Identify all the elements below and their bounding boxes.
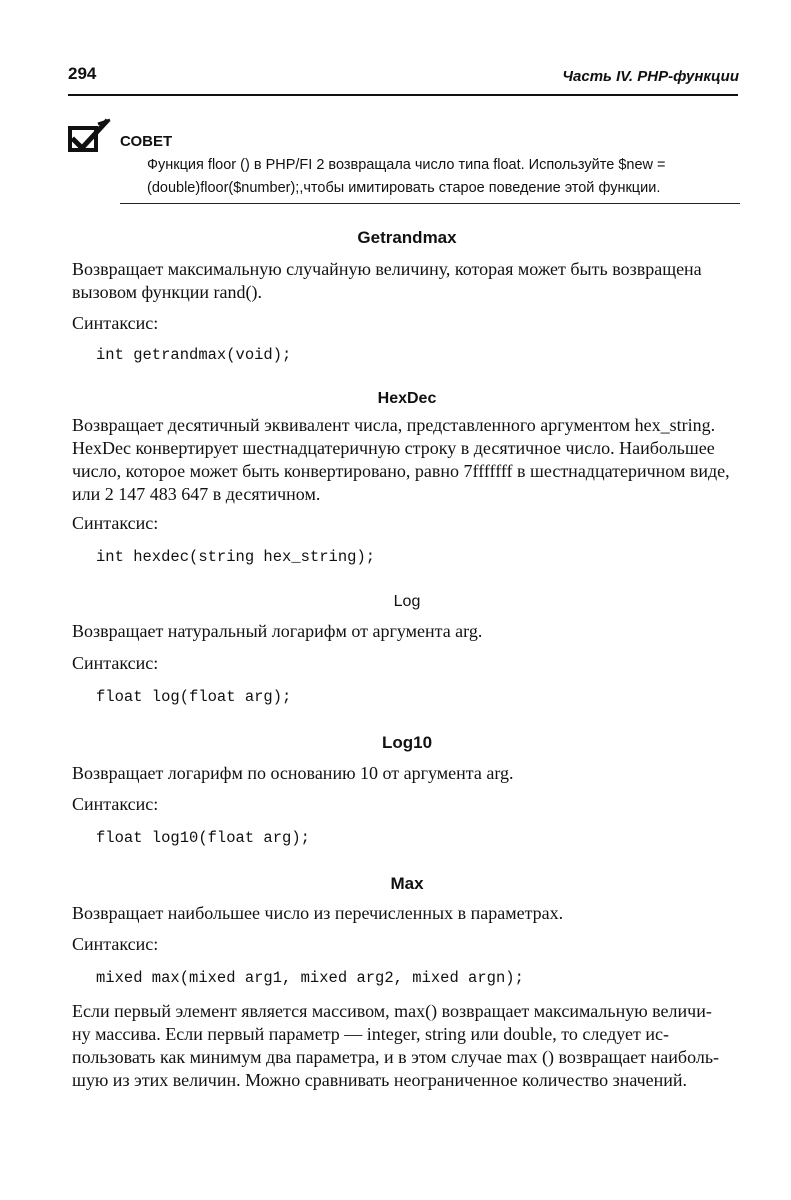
running-header-title: Часть IV. PHP-функции xyxy=(562,68,739,85)
max-syntax-label: Синтаксис: xyxy=(72,934,159,954)
max-description: Возвращает наибольшее число из перечисленных в параметрах. xyxy=(72,903,564,923)
max-note: Если первый элемент является массивом, max() возвращает максимальную величи- ну массива. Если первый параметр — integer, string или double, то следует ис- пользовать как минимум два параметра, и в этом случае max () возвращает наиболь- шую из этих величин. Можно сравнивать неограниченное количество значений. xyxy=(72,1001,720,1090)
getrandmax-description: Возвращает максимальную случайную величину, которая может быть возвращена вызовом функции rand(). xyxy=(72,259,702,302)
tip-line: (double)floor($number);,чтобы имитировать старое поведение этой функции. xyxy=(147,180,661,196)
log10-description: Возвращает логарифм по основанию 10 от аргумента arg. xyxy=(72,763,514,783)
log10-heading: Log10 xyxy=(381,733,433,752)
log10-code: float log10(float arg); xyxy=(96,829,310,847)
hexdec-syntax-label: Синтаксис: xyxy=(72,513,159,533)
getrandmax-code: int getrandmax(void); xyxy=(96,346,292,364)
log-syntax-label: Синтаксис: xyxy=(72,653,159,673)
hexdec-heading: HexDec xyxy=(377,390,437,407)
max-code: mixed max(mixed arg1, mixed arg2, mixed argn); xyxy=(96,969,524,987)
tip-title: СОВЕТ xyxy=(120,133,173,150)
tip-text xyxy=(147,154,747,200)
getrandmax-syntax-label: Синтаксис: xyxy=(72,313,159,333)
log10-syntax-label: Синтаксис: xyxy=(72,794,159,814)
header-rule xyxy=(68,94,738,96)
getrandmax-heading: Getrandmax xyxy=(357,228,457,247)
page-number: 294 xyxy=(68,64,97,83)
tip-check-icon xyxy=(68,118,112,154)
log-code: float log(float arg); xyxy=(96,688,292,706)
log-description: Возвращает натуральный логарифм от аргумента arg. xyxy=(72,621,483,641)
log-heading: Log xyxy=(393,593,421,610)
max-heading: Max xyxy=(390,874,424,893)
hexdec-code: int hexdec(string hex_string); xyxy=(96,548,376,566)
hexdec-description: Возвращает десятичный эквивалент числа, представленного аргументом hex_string. HexDec конвертирует шестнадцатеричную строку в десятичное число. Наибольшее число, которое может быть конвертировано, равно 7fffffff в шестнадцатеричном виде, или 2 147 483 647 в десятичном. xyxy=(72,415,730,504)
tip-rule xyxy=(120,203,740,204)
tip-line: Функция floor () в PHP/FI 2 возвращала число типа float. Используйте $new = xyxy=(147,157,666,173)
